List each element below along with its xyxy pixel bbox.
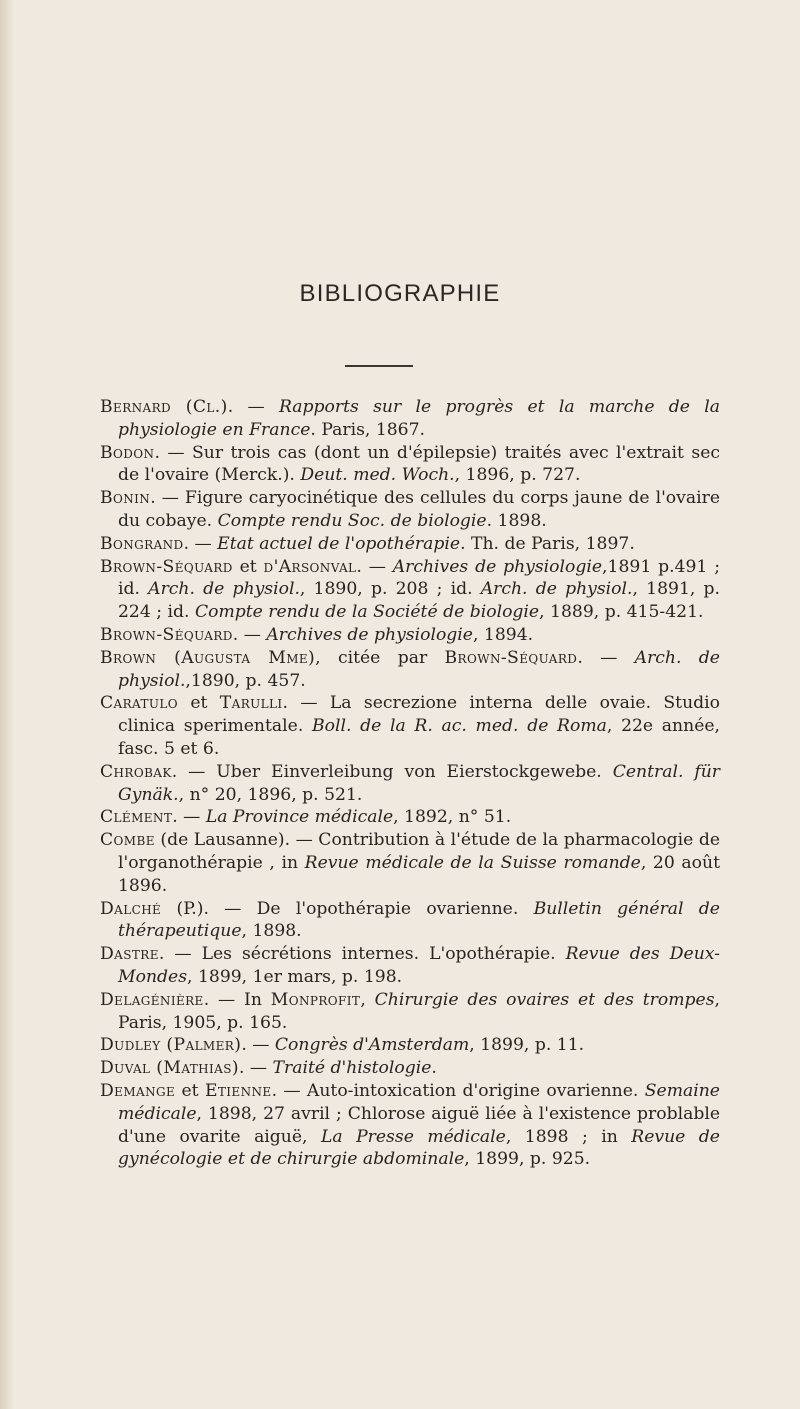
entry-text-segment: ,1890, p. 457. xyxy=(185,670,306,691)
entry-text-segment: . Paris, 1867. xyxy=(310,419,426,440)
entry-text-segment: . 1898. xyxy=(486,510,547,531)
page-title: BIBLIOGRAPHIE xyxy=(299,280,501,307)
entry-text-segment: , 1891, p. 224 ; id. xyxy=(118,579,720,623)
entry-text-segment: , 1898, 27 avril ; Chlorose aiguë liée à l'existence problable d'une ovarite aiguë, xyxy=(118,1103,720,1147)
entry-text-segment: . — Auto-intoxication d'origine ovarienne. xyxy=(271,1080,645,1101)
entry-text-segment: , 1894. xyxy=(472,624,534,645)
entry-author-segment: d'Arsonval xyxy=(263,556,357,577)
entry-author-segment: Brown (Augusta Mme) xyxy=(100,647,316,668)
entry-text-segment: . — xyxy=(227,397,279,417)
entry-title-segment: Boll. de la R. ac. med. de Roma xyxy=(311,716,607,737)
bibliography-entry xyxy=(100,989,720,1035)
bibliography-entry xyxy=(100,806,720,829)
entry-text-segment: . — Les sécrétions internes. L'opothérapie. xyxy=(158,944,566,965)
bibliography-entry xyxy=(100,487,720,533)
entry-title-segment: Arch. de physiol. xyxy=(148,579,300,600)
entry-text-segment: . — xyxy=(232,624,267,645)
entry-author-segment: Monprofit xyxy=(270,989,361,1010)
entry-title-segment: Semaine médicale xyxy=(118,1080,720,1124)
entry-text-segment: (de Lausanne). — Contribution à l'étude de la pharmacologie de l'organothérapie , in xyxy=(118,830,720,873)
entry-title-segment: Bulletin général de thérapeutique xyxy=(118,898,720,942)
entry-text-segment: et xyxy=(232,556,264,577)
entry-text-segment: . Th. de Paris, 1897. xyxy=(460,533,635,554)
entry-author-segment: Bongrand xyxy=(100,533,184,554)
entry-title-segment: Deut. med. Woch. xyxy=(300,465,455,486)
entry-title-segment: Etat actuel de l'opothérapie xyxy=(217,533,461,554)
entry-text-segment: , 1896, p. 727. xyxy=(454,465,581,486)
page-edge-shadow xyxy=(0,0,14,1409)
entry-text-segment: , 22e année, fasc. 5 et 6. xyxy=(118,716,720,759)
entry-text-segment: , 1899, p. 925. xyxy=(464,1149,591,1170)
bibliography-entry xyxy=(100,624,720,647)
entry-text-segment: . — Figure caryocinétique des cellules du corps jaune de l'ovaire du cobaye. xyxy=(118,488,720,531)
entry-text-segment: , 1899, 1er mars, p. 198. xyxy=(187,966,403,987)
entry-title-segment: Arch. de physiol. xyxy=(480,579,633,600)
bibliography-entry xyxy=(100,898,720,944)
entry-text-segment: . — In xyxy=(203,989,271,1010)
bibliography-entry xyxy=(100,761,720,807)
entry-author-segment: Combe xyxy=(100,830,155,851)
entry-author-segment: Dudley (Palmer) xyxy=(100,1035,242,1056)
entry-text-segment: , 20 août 1896. xyxy=(118,852,720,896)
entry-author-segment: Brown-Séquard xyxy=(100,556,233,577)
entry-text-segment: (P.). — De l'opothérapie ovarienne. xyxy=(161,898,534,919)
entry-title-segment: Central. für Gynäk. xyxy=(118,761,720,805)
entry-text-segment: . — xyxy=(172,807,206,828)
entry-title-segment: Archives de physiologie xyxy=(266,624,473,645)
entry-author-segment: Duval (Mathias) xyxy=(100,1058,239,1079)
entry-text-segment: , Paris, 1905, p. 165. xyxy=(118,989,721,1033)
entry-text-segment: . xyxy=(431,1058,437,1079)
bibliography-entry xyxy=(100,396,720,442)
entry-text-segment: . — xyxy=(356,556,393,577)
entry-title-segment: Traité d'histologie xyxy=(272,1058,432,1079)
title-rule xyxy=(345,365,413,367)
entry-author-segment: Bernard (Cl.) xyxy=(100,397,228,417)
bibliography-entry xyxy=(100,692,720,760)
entry-text-segment: . — xyxy=(238,1058,273,1079)
entry-text-segment: et xyxy=(175,1080,205,1101)
entry-title-segment: La Presse médicale xyxy=(320,1126,506,1147)
entry-text-segment: , 1890, p. 208 ; id. xyxy=(299,579,481,600)
bibliography-entry xyxy=(100,1034,720,1057)
entry-text-segment: et xyxy=(178,693,220,714)
entry-title-segment: Revue médicale de la Suisse romande xyxy=(304,852,641,873)
entry-author-segment: Bonin xyxy=(100,488,151,509)
entry-text-segment: , xyxy=(360,989,375,1010)
entry-author-segment: Bodon xyxy=(100,442,155,463)
bibliography-entry xyxy=(100,556,720,624)
entry-author-segment: Etienne xyxy=(204,1080,272,1101)
entry-text-segment: , citée par xyxy=(315,647,445,668)
entry-title-segment: Chirurgie des ovaires et des trompes xyxy=(374,989,715,1010)
entry-text-segment: . — Uber Einverleibung von Eierstockgewebe. xyxy=(171,761,613,782)
bibliography-entry xyxy=(100,533,720,556)
bibliography-list xyxy=(100,396,720,1171)
entry-author-segment: Brown-Séquard xyxy=(100,624,233,645)
entry-title-segment: Archives de physiologie xyxy=(392,556,603,577)
entry-author-segment: Dalché xyxy=(100,898,162,919)
entry-title-segment: Compte rendu Soc. de biologie xyxy=(217,510,487,531)
entry-author-segment: Demange xyxy=(100,1080,176,1101)
entry-author-segment: Tarulli xyxy=(219,693,283,714)
entry-text-segment: . — xyxy=(183,533,218,554)
entry-author-segment: Chrobak xyxy=(100,761,172,782)
bibliography-entry xyxy=(100,647,720,693)
entry-text-segment: , 1892, n° 51. xyxy=(393,807,512,828)
entry-text-segment: . — xyxy=(577,647,635,668)
entry-author-segment: Brown-Séquard xyxy=(444,647,578,668)
entry-title-segment: Rapports sur le progrès et la marche de la physiologie en France xyxy=(118,397,721,440)
bibliography-entry xyxy=(100,829,720,897)
entry-title-segment: Congrès d'Amsterdam xyxy=(274,1035,470,1056)
entry-title-segment: Revue des Deux-Mondes xyxy=(118,944,720,987)
bibliography-entry xyxy=(100,1080,720,1171)
entry-author-segment: Delagénière xyxy=(100,989,204,1010)
entry-title-segment: La Province médicale xyxy=(205,807,394,828)
bibliography-entry xyxy=(100,943,720,989)
entry-text-segment: , 1898. xyxy=(241,921,302,942)
entry-author-segment: Caratulo xyxy=(100,693,178,714)
entry-text-segment: . — xyxy=(241,1035,275,1056)
entry-text-segment: . — La secrezione interna delle ovaie. Studio clinica sperimentale. xyxy=(118,693,720,737)
bibliography-entry xyxy=(100,1057,720,1080)
entry-text-segment: ,1891 p.491 ; id. xyxy=(118,556,720,600)
entry-author-segment: Clément xyxy=(100,807,173,828)
entry-text-segment: . — Sur trois cas (dont un d'épilepsie) traités avec l'extrait sec de l'ovaire (Merck.). xyxy=(118,442,720,486)
entry-title-segment: Revue de gynécologie et de chirurgie abdominale xyxy=(118,1126,720,1170)
entry-author-segment: Dastre xyxy=(100,944,159,965)
entry-title-segment: Compte rendu de la Société de biologie xyxy=(194,602,540,623)
bibliography-entry xyxy=(100,442,720,488)
entry-text-segment: , 1889, p. 415-421. xyxy=(539,602,704,623)
entry-text-segment: , n° 20, 1896, p. 521. xyxy=(178,784,363,805)
entry-text-segment: , 1898 ; in xyxy=(505,1126,632,1147)
entry-text-segment: , 1899, p. 11. xyxy=(469,1035,585,1056)
entry-title-segment: Arch. de physiol. xyxy=(118,647,720,691)
